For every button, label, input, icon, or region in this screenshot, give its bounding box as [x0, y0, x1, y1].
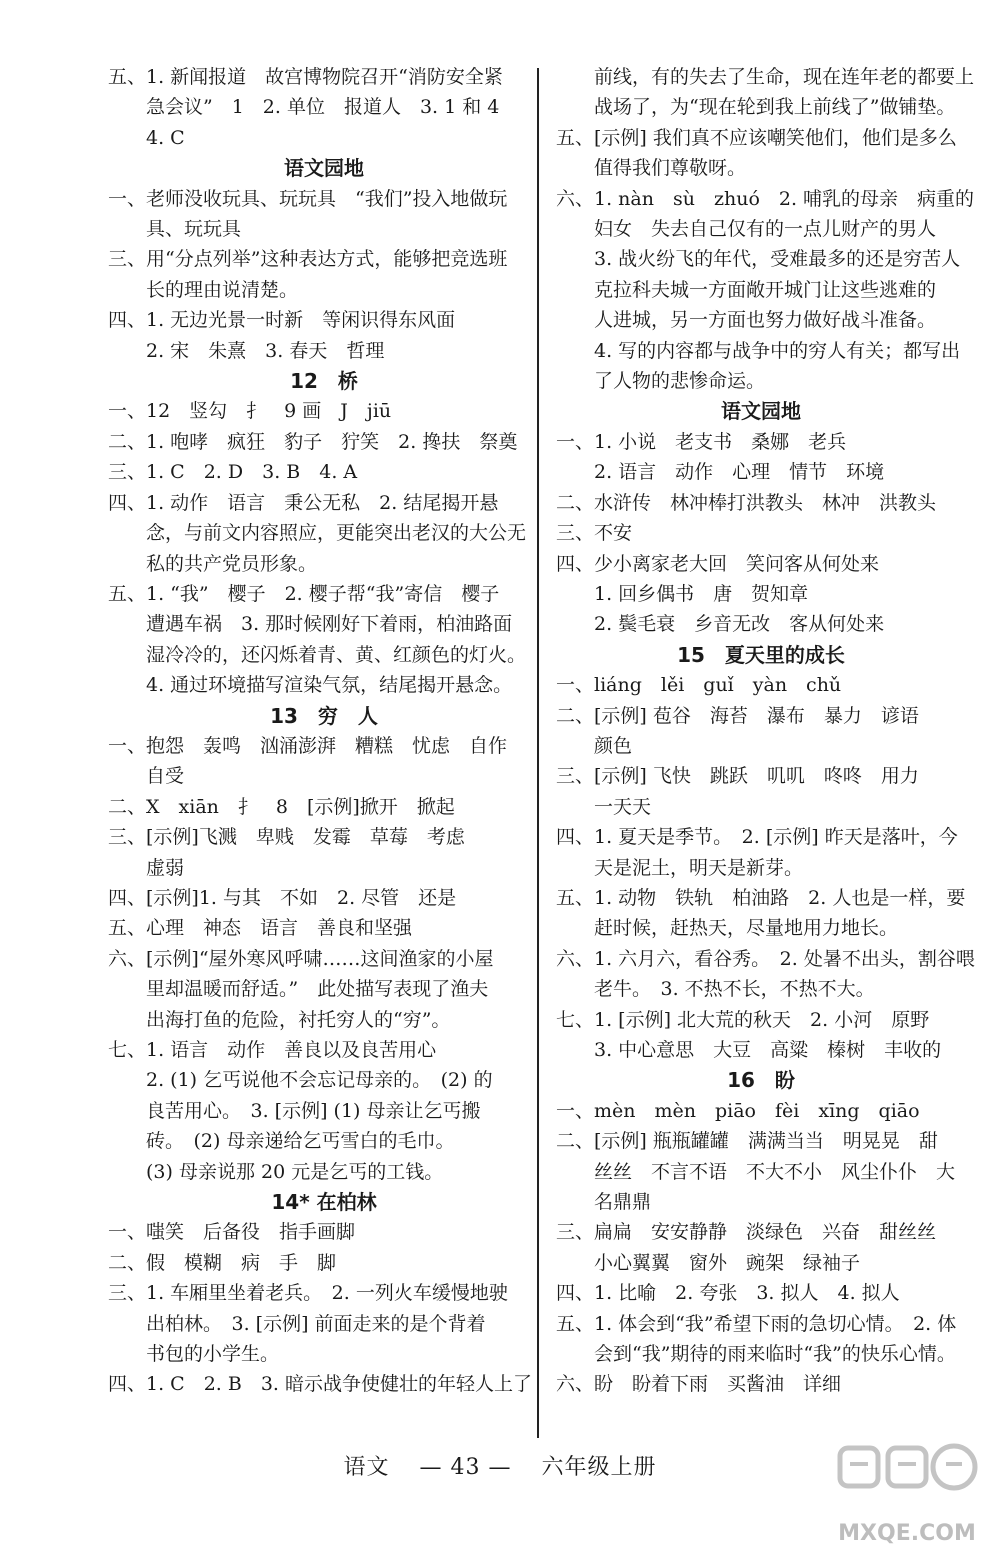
answer-line: 具、玩玩具 [108, 218, 242, 241]
answer-line: 一天天 [556, 795, 652, 818]
answer-line: 3. 中心意思 大豆 高粱 榛树 丰收的 [556, 1039, 942, 1061]
answer-line: 三、[示例]飞溅 卑贱 发霉 草莓 考虑 [108, 826, 465, 849]
answer-line: 书包的小学生。 [108, 1343, 280, 1366]
answer-line: 克拉科夫城一方面敞开城门让这些逃难的 [556, 278, 937, 301]
answer-line: 二、假 模糊 病 手 脚 [108, 1251, 337, 1274]
answer-line: 3. 战火纷飞的年代，受难最多的还是穷苦人 [556, 248, 961, 271]
answer-line: 一、抱怨 轰鸣 汹涌澎湃 糟糕 忧虑 自作 [108, 734, 508, 757]
answer-line: 一、12 竖勾 扌 9 画 J jiū [108, 400, 392, 423]
answer-line: 砖。 (2) 母亲递给乞丐雪白的毛巾。 [108, 1130, 455, 1153]
answer-line: 六、[示例]“屋外寒风呼啸……这间渔家的小屋 [108, 947, 494, 970]
answer-stamp-icon [832, 1438, 982, 1518]
answer-line: 妇女 失去自己仅有的一点儿财产的男人 [556, 218, 937, 241]
answer-line: 二、水浒传 林冲棒打洪教头 林冲 洪教头 [556, 491, 937, 514]
answer-line: 四、1. 动作 语言 秉公无私 2. 结尾揭开悬 [108, 491, 499, 514]
answer-line: 1. 回乡偶书 唐 贺知章 [556, 582, 809, 605]
answer-line: 了人物的悲惨命运。 [556, 370, 766, 393]
answer-line: 良苦用心。 3. [示例] (1) 母亲让乞丐搬 [108, 1099, 481, 1122]
answer-line: 念，与前文内容照应，更能突出老汉的大公无 [108, 522, 527, 545]
answer-line: 赶时候，赶热天，尽量地用力地长。 [556, 917, 899, 940]
answer-line: 一、mèn mèn piāo fèi xīng qiāo [556, 1099, 920, 1122]
answer-line: 湿冷冷的，还闪烁着青、黄、红颜色的灯火。 [108, 643, 527, 666]
watermark-text: MXQE.COM [838, 1521, 976, 1546]
answer-line: 四、1. C 2. B 3. 暗示战争使健壮的年轻人上了 [108, 1373, 533, 1396]
answer-line: 人进城，另一方面也努力做好战斗准备。 [556, 309, 937, 332]
answer-line: 会到“我”期待的雨来临时“我”的快乐心情。 [556, 1343, 956, 1366]
answer-line: 四、1. 无边光景一时新 等闲识得东风面 [108, 309, 456, 332]
answer-line: 虚弱 [108, 856, 185, 879]
answer-line: 三、1. C 2. D 3. B 4. A [108, 461, 358, 484]
answer-line: 五、1. “我” 樱子 2. 樱子帮“我”寄信 樱子 [108, 582, 500, 605]
answer-line: 2. 鬓毛衰 乡音无改 客从何处来 [556, 613, 885, 636]
answer-line: 六、1. 六月六，看谷秀。 2. 处暑不出头，割谷喂 [556, 947, 975, 970]
answer-line: 三、[示例] 飞快 跳跃 叽叽 咚咚 用力 [556, 765, 919, 788]
answer-line: 三、用“分点列举”这种表达方式，能够把竞选班 [108, 248, 508, 271]
answer-line: 二、[示例] 瓶瓶罐罐 满满当当 明晃晃 甜 [556, 1130, 938, 1153]
answer-line: 一、1. 小说 老支书 桑娜 老兵 [556, 430, 847, 453]
answer-line: 4. C [108, 126, 185, 149]
answer-line: 三、1. 车厢里坐着老兵。 2. 一列火车缓慢地驶 [108, 1282, 508, 1305]
answer-line: 前线，有的失去了生命，现在连年老的都要上 [556, 66, 975, 88]
answer-line: 出海打鱼的危险，衬托穷人的“穷”。 [108, 1008, 451, 1031]
answer-line: 六、1. nàn sù zhuó 2. 哺乳的母亲 病重的 [556, 187, 975, 210]
answer-line: 四、1. 比喻 2. 夸张 3. 拟人 4. 拟人 [556, 1282, 900, 1305]
answer-line: 二、X xiān 扌 8 [示例]掀开 掀起 [108, 795, 455, 818]
answer-line: (3) 母亲说那 20 元是乞丐的工钱。 [108, 1160, 444, 1183]
answer-line: 二、1. 咆哮 疯狂 豹子 狞笑 2. 搀扶 祭奠 [108, 430, 518, 453]
answer-line: 急会议” 1 2. 单位 报道人 3. 1 和 4 [108, 96, 500, 119]
footer-grade: 六年级上册 [541, 1455, 657, 1480]
answer-line: 六、盼 盼着下雨 买酱油 详细 [556, 1373, 842, 1396]
answer-line: 颜色 [556, 734, 633, 757]
answer-line: 五、心理 神态 语言 善良和坚强 [108, 917, 413, 940]
answer-line: 出柏林。 3. [示例] 前面走来的是个背着 [108, 1312, 486, 1335]
answer-line: 老牛。 3. 不热不长，不热不大。 [556, 978, 875, 1001]
footer-page-number: — 43 — [419, 1455, 512, 1480]
answer-line: 五、[示例] 我们真不应该嘲笑他们，他们是多么 [556, 126, 957, 149]
answer-line: 名鼎鼎 [556, 1191, 652, 1214]
right-column [556, 62, 975, 1400]
answer-line: 二、[示例] 苞谷 海苔 瀑布 暴力 谚语 [556, 704, 919, 727]
answer-line: 五、1. 体会到“我”希望下雨的急切心情。 2. 体 [556, 1312, 957, 1335]
answer-line: 四、[示例]1. 与其 不如 2. 尽管 还是 [108, 886, 457, 909]
section-heading: 12 桥 [290, 369, 358, 394]
section-heading: 13 穷 人 [270, 703, 378, 728]
answer-line: 自受 [108, 765, 185, 788]
answer-line: 丝丝 不言不语 不大不小 风尘仆仆 大 [556, 1160, 956, 1183]
answer-line: 五、1. 新闻报道 故宫博物院召开“消防安全紧 [108, 66, 503, 88]
section-heading: 语文园地 [284, 156, 364, 181]
section-heading: 15 夏天里的成长 [677, 642, 845, 667]
answer-line: 4. 通过环境描写渲染气氛，结尾揭开悬念。 [108, 674, 513, 697]
footer-subject: 语文 [343, 1455, 390, 1480]
answer-line: 五、1. 动物 铁轨 柏油路 2. 人也是一样，要 [556, 886, 966, 909]
answer-line: 小心翼翼 窗外 豌架 绿袖子 [556, 1251, 861, 1274]
answer-line: 遭遇车祸 3. 那时候刚好下着雨，柏油路面 [108, 613, 513, 636]
answer-line: 四、少小离家老大回 笑问客从何处来 [556, 552, 880, 575]
answer-line: 一、嗤笑 后备役 指手画脚 [108, 1221, 356, 1244]
answer-line: 2. 宋 朱熹 3. 春天 哲理 [108, 339, 385, 362]
answer-line: 七、1. 语言 动作 善良以及良苦用心 [108, 1039, 437, 1061]
answer-line: 四、1. 夏天是季节。 2. [示例] 昨天是落叶，今 [556, 826, 958, 849]
answer-line: 一、老师没收玩具、玩玩具 “我们”投入地做玩 [108, 187, 508, 210]
answer-line: 七、1. [示例] 北大荒的秋天 2. 小河 原野 [556, 1008, 930, 1031]
section-heading: 语文园地 [721, 399, 801, 424]
section-heading: 16 盼 [727, 1068, 795, 1093]
answer-line: 值得我们尊敬呀。 [556, 157, 747, 180]
answer-line: 2. (1) 乞丐说他不会忘记母亲的。 (2) 的 [108, 1069, 493, 1092]
answer-line: 私的共产党员形象。 [108, 552, 318, 575]
answer-line: 天是泥土，明天是新芽。 [556, 856, 804, 879]
answer-line: 4. 写的内容都与战争中的穷人有关；都写出 [556, 339, 961, 362]
answer-line: 三、不安 [556, 522, 633, 545]
answer-line: 战场了，为“现在轮到我上前线了”做铺垫。 [556, 96, 956, 119]
watermark [832, 1438, 982, 1546]
answer-line: 2. 语言 动作 心理 情节 环境 [556, 461, 885, 484]
answer-line: 一、liáng lěi guǐ yàn chǔ [556, 674, 842, 697]
section-heading: 14* 在柏林 [271, 1190, 377, 1215]
column-divider [537, 68, 539, 1438]
answer-line: 里却温暖而舒适。” 此处描写表现了渔夫 [108, 978, 489, 1001]
answer-line: 长的理由说清楚。 [108, 278, 299, 301]
left-column [108, 62, 540, 1400]
answer-line: 三、扁扁 安安静静 淡绿色 兴奋 甜丝丝 [556, 1221, 937, 1244]
